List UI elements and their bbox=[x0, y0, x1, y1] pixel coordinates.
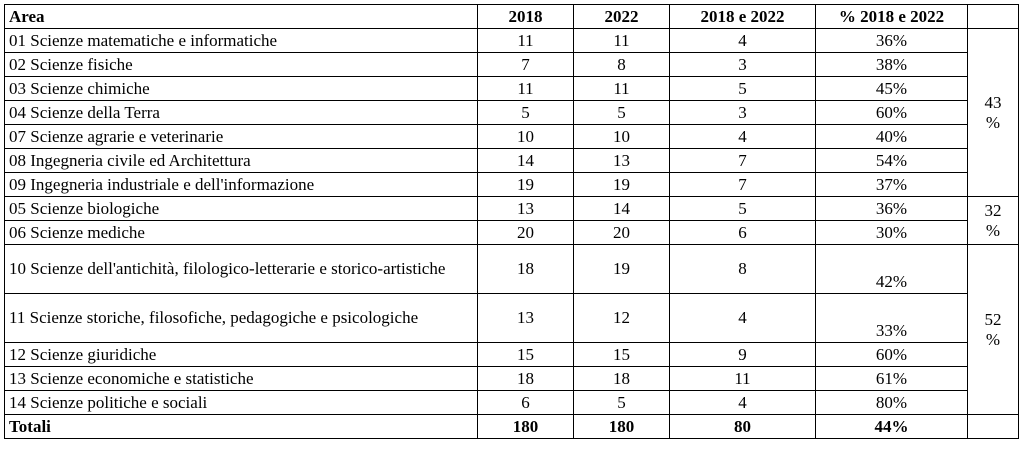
value-both: 11 bbox=[670, 367, 816, 391]
value-percent: 40% bbox=[816, 125, 968, 149]
value-2022: 8 bbox=[574, 53, 670, 77]
value-percent: 36% bbox=[816, 197, 968, 221]
table-row bbox=[5, 197, 1019, 221]
value-both: 9 bbox=[670, 343, 816, 367]
group-unit: % bbox=[985, 329, 1001, 349]
area-cell: 01 Scienze matematiche e informatiche bbox=[5, 29, 478, 53]
table-row bbox=[5, 221, 1019, 245]
table-row bbox=[5, 173, 1019, 197]
group-unit: % bbox=[985, 112, 1001, 132]
value-both: 4 bbox=[670, 294, 816, 343]
table-row bbox=[5, 367, 1019, 391]
value-percent: 80% bbox=[816, 391, 968, 415]
value-2018: 11 bbox=[478, 29, 574, 53]
group-value: 52 bbox=[984, 309, 1002, 329]
header-area: Area bbox=[5, 5, 478, 29]
value-2018: 6 bbox=[478, 391, 574, 415]
value-both: 4 bbox=[670, 391, 816, 415]
total-group-empty bbox=[968, 415, 1019, 439]
value-percent: 60% bbox=[816, 101, 968, 125]
table-row bbox=[5, 149, 1019, 173]
value-2022: 19 bbox=[574, 245, 670, 294]
group-value: 32 bbox=[984, 200, 1002, 220]
header-row bbox=[5, 5, 1019, 29]
value-both: 7 bbox=[670, 173, 816, 197]
total-percent: 44% bbox=[816, 415, 968, 439]
value-percent: 37% bbox=[816, 173, 968, 197]
value-2018: 19 bbox=[478, 173, 574, 197]
value-2018: 18 bbox=[478, 245, 574, 294]
header-2018: 2018 bbox=[478, 5, 574, 29]
table-row bbox=[5, 245, 1019, 294]
area-cell: 13 Scienze economiche e statistiche bbox=[5, 367, 478, 391]
value-percent: 54% bbox=[816, 149, 968, 173]
value-both: 4 bbox=[670, 29, 816, 53]
table-row bbox=[5, 391, 1019, 415]
value-2022: 5 bbox=[574, 391, 670, 415]
total-2022: 180 bbox=[574, 415, 670, 439]
area-cell: 04 Scienze della Terra bbox=[5, 101, 478, 125]
value-both: 3 bbox=[670, 101, 816, 125]
table-row bbox=[5, 29, 1019, 53]
value-2022: 18 bbox=[574, 367, 670, 391]
totals-row bbox=[5, 415, 1019, 439]
group-unit: % bbox=[985, 220, 1001, 240]
area-cell: 06 Scienze mediche bbox=[5, 221, 478, 245]
area-cell: 12 Scienze giuridiche bbox=[5, 343, 478, 367]
value-both: 5 bbox=[670, 197, 816, 221]
group-percent-3 bbox=[968, 245, 1019, 415]
group-percent-1 bbox=[968, 29, 1019, 197]
area-cell: 10 Scienze dell'antichità, filologico-letterarie e storico-artistiche bbox=[5, 245, 478, 294]
area-cell: 09 Ingegneria industriale e dell'informazione bbox=[5, 173, 478, 197]
table-row bbox=[5, 77, 1019, 101]
value-2018: 7 bbox=[478, 53, 574, 77]
value-2022: 5 bbox=[574, 101, 670, 125]
table-row bbox=[5, 343, 1019, 367]
total-both: 80 bbox=[670, 415, 816, 439]
table-row bbox=[5, 53, 1019, 77]
header-group-percent bbox=[968, 5, 1019, 29]
value-2022: 10 bbox=[574, 125, 670, 149]
value-both: 3 bbox=[670, 53, 816, 77]
value-2018: 13 bbox=[478, 294, 574, 343]
value-2018: 5 bbox=[478, 101, 574, 125]
header-2022: 2022 bbox=[574, 5, 670, 29]
value-2022: 11 bbox=[574, 77, 670, 101]
value-percent: 30% bbox=[816, 221, 968, 245]
table-row bbox=[5, 101, 1019, 125]
area-cell: 07 Scienze agrarie e veterinarie bbox=[5, 125, 478, 149]
value-2018: 10 bbox=[478, 125, 574, 149]
value-2022: 15 bbox=[574, 343, 670, 367]
value-percent: 60% bbox=[816, 343, 968, 367]
area-cell: 02 Scienze fisiche bbox=[5, 53, 478, 77]
value-2022: 13 bbox=[574, 149, 670, 173]
value-2018: 15 bbox=[478, 343, 574, 367]
value-2018: 14 bbox=[478, 149, 574, 173]
total-2018: 180 bbox=[478, 415, 574, 439]
table-row bbox=[5, 125, 1019, 149]
value-both: 7 bbox=[670, 149, 816, 173]
value-2022: 12 bbox=[574, 294, 670, 343]
group-value: 43 bbox=[984, 92, 1002, 112]
value-percent: 38% bbox=[816, 53, 968, 77]
value-percent: 36% bbox=[816, 29, 968, 53]
area-cell: 05 Scienze biologiche bbox=[5, 197, 478, 221]
area-cell: 03 Scienze chimiche bbox=[5, 77, 478, 101]
group-percent-2 bbox=[968, 197, 1019, 245]
value-2022: 19 bbox=[574, 173, 670, 197]
area-statistics-table bbox=[4, 4, 1019, 439]
value-2022: 11 bbox=[574, 29, 670, 53]
value-2022: 20 bbox=[574, 221, 670, 245]
area-cell: 14 Scienze politiche e sociali bbox=[5, 391, 478, 415]
value-2022: 14 bbox=[574, 197, 670, 221]
value-both: 8 bbox=[670, 245, 816, 294]
value-2018: 11 bbox=[478, 77, 574, 101]
value-2018: 18 bbox=[478, 367, 574, 391]
totals-label: Totali bbox=[5, 415, 478, 439]
value-percent: 61% bbox=[816, 367, 968, 391]
area-cell: 08 Ingegneria civile ed Architettura bbox=[5, 149, 478, 173]
header-percent-both: % 2018 e 2022 bbox=[816, 5, 968, 29]
value-both: 6 bbox=[670, 221, 816, 245]
value-percent: 33% bbox=[816, 294, 968, 343]
value-percent: 45% bbox=[816, 77, 968, 101]
value-2018: 13 bbox=[478, 197, 574, 221]
value-both: 5 bbox=[670, 77, 816, 101]
value-both: 4 bbox=[670, 125, 816, 149]
value-2018: 20 bbox=[478, 221, 574, 245]
header-both-years: 2018 e 2022 bbox=[670, 5, 816, 29]
value-percent: 42% bbox=[816, 245, 968, 294]
area-cell: 11 Scienze storiche, filosofiche, pedagogiche e psicologiche bbox=[5, 294, 478, 343]
table-row bbox=[5, 294, 1019, 343]
